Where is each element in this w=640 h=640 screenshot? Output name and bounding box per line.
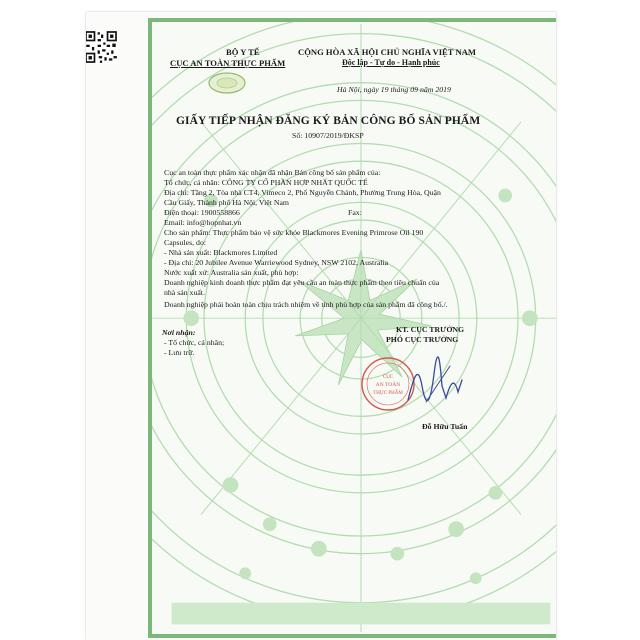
document-title: GIẤY TIẾP NHẬN ĐĂNG KÝ BẢN CÔNG BỐ SẢN PHẨM bbox=[176, 115, 481, 127]
manufacturer-address-line: - Địa chỉ: 20 Jubilee Avenue Warriewood Sydney, NSW 2102, Australia bbox=[164, 258, 389, 267]
recipient-item-1: - Tổ chức, cá nhân; bbox=[164, 338, 225, 347]
signature-title-2: PHÓ CỤC TRƯỞNG bbox=[386, 335, 459, 344]
stamp-text-2: AN TOÀN bbox=[375, 382, 401, 388]
document-number: Số: 10907/2019/ĐKSP bbox=[292, 131, 364, 140]
document-page bbox=[86, 12, 556, 640]
recipient-item-2: - Lưu trữ. bbox=[164, 348, 195, 357]
address-line-1: Địa chỉ: Tầng 2, Tòa nhà CT4, Vimeco 2, Phố Nguyễn Chánh, Phường Trung Hòa, Quận bbox=[164, 188, 441, 197]
ministry-name: BỘ Y TẾ bbox=[226, 47, 260, 57]
qr-code bbox=[86, 30, 118, 64]
address-line-2: Cầu Giấy, Thành phố Hà Nội, Việt Nam bbox=[164, 198, 289, 207]
email-line: Email: info@hopnhat.vn bbox=[164, 218, 242, 227]
requirement-line-1: Doanh nghiệp kinh doanh thực phẩm đạt yêu cầu an toàn thực phẩm theo tiêu chuẩn của bbox=[164, 278, 440, 287]
place-date: Hà Nội, ngày 19 tháng 09 năm 2019 bbox=[337, 85, 451, 94]
stamp-text-1: CỤC bbox=[382, 375, 394, 380]
recipients-label: Nơi nhận: bbox=[162, 328, 196, 337]
agency-logo bbox=[207, 71, 247, 95]
product-line-2: Capsules, do: bbox=[164, 238, 207, 247]
agency-name: CỤC AN TOÀN THỰC PHẨM bbox=[170, 58, 286, 68]
intro-line: Cục an toàn thực phẩm xác nhận đã nhận Bản công bố sản phẩm của: bbox=[164, 168, 381, 177]
responsibility-line: Doanh nghiệp phải hoàn toàn chịu trách nhiệm về tính phù hợp của sản phẩm đã công bố./. bbox=[164, 300, 448, 309]
certificate-frame bbox=[148, 18, 556, 638]
fax-line: Fax: bbox=[348, 208, 362, 217]
organization-line: Tổ chức, cá nhân: CÔNG TY CỔ PHẦN HỢP NHẤT QUỐC TẾ bbox=[164, 178, 368, 187]
origin-line: Nước xuất xứ: Australia sản xuất, phù hợp: bbox=[164, 268, 299, 277]
phone-line: Điện thoại: 1900558866 bbox=[164, 208, 240, 217]
requirement-line-2: nhà sản xuất. bbox=[164, 288, 205, 297]
signer-name: Đỗ Hữu Tuấn bbox=[422, 422, 468, 431]
stamp-text-3: THỰC PHẨM bbox=[373, 391, 403, 396]
country-name: CỘNG HÒA XÃ HỘI CHỦ NGHĨA VIỆT NAM bbox=[298, 47, 477, 57]
handwritten-signature bbox=[400, 356, 470, 412]
national-motto: Độc lập - Tự do - Hạnh phúc bbox=[342, 58, 440, 67]
manufacturer-line: - Nhà sản xuất: Blackmores Limited bbox=[164, 248, 278, 257]
product-line-1: Cho sản phẩm: Thực phẩm bảo vệ sức khỏe Blackmores Evening Primrose Oil 190 bbox=[164, 228, 424, 237]
drum-pattern-background bbox=[152, 22, 556, 634]
signature-title-1: KT. CỤC TRƯỞNG bbox=[396, 325, 465, 334]
